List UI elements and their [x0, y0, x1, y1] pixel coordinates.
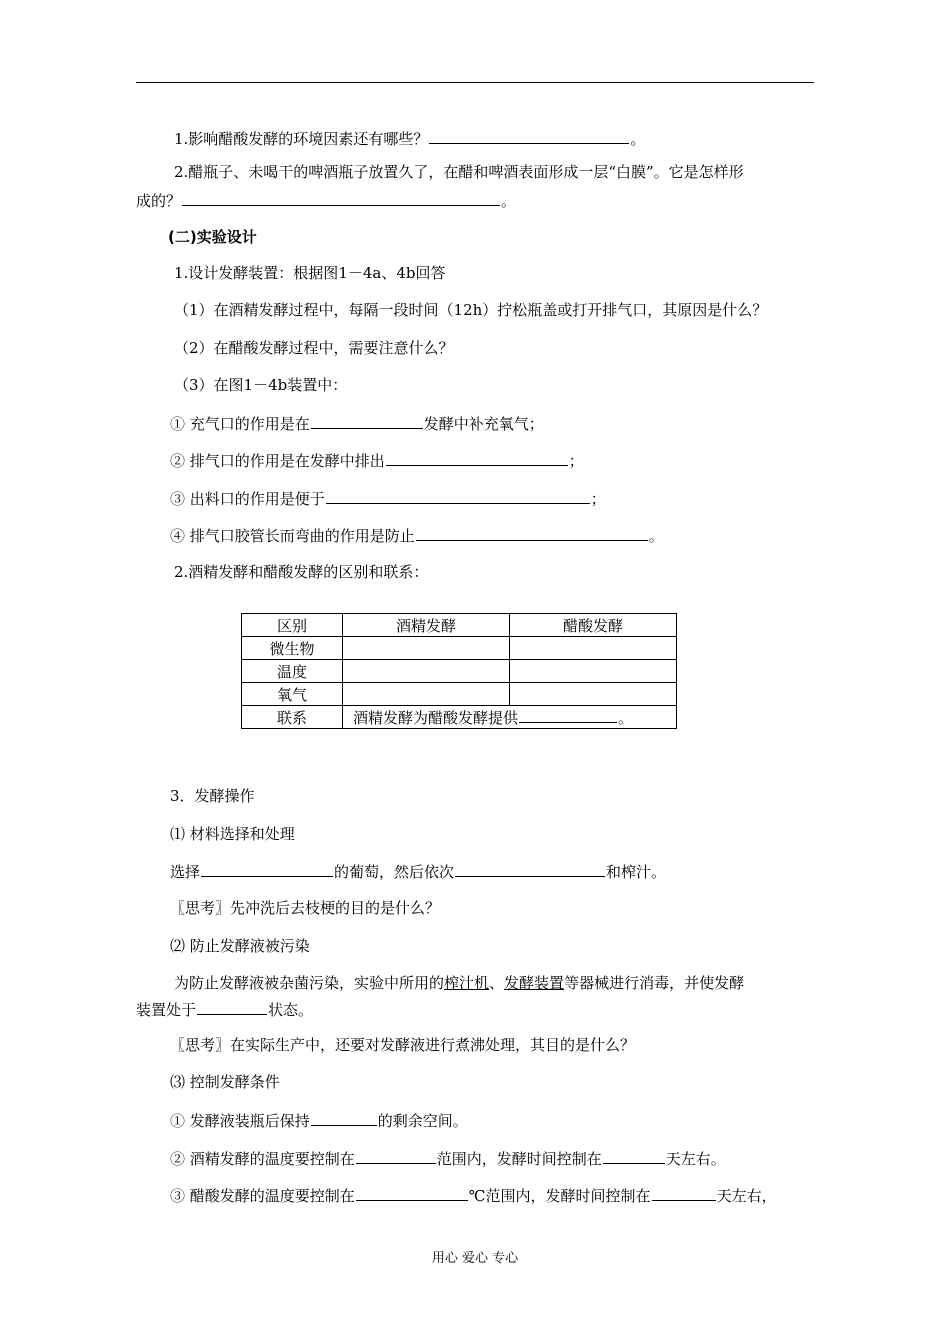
ops-paragraph-line2: 装置处于 状态。 [136, 1001, 314, 1019]
control-item-3: ③ 醋酸发酵的温度要控制在 ℃范围内，发酵时间控制在 天左右， [170, 1187, 777, 1205]
answer-blank[interactable] [197, 999, 267, 1015]
ops-paragraph-line1: 为防止发酵液被杂菌污染，实验中所用的榨汁机、发酵装置等器械进行消毒，并使发酵 [174, 974, 745, 992]
answer-blank[interactable] [455, 861, 605, 877]
table-row [242, 683, 677, 706]
answer-blank[interactable] [356, 1185, 468, 1201]
answer-blank[interactable] [386, 450, 568, 466]
table-row-link [242, 706, 677, 729]
control-item-1: ① 发酵液装瓶后保持 的剩余空间。 [170, 1112, 468, 1130]
answer-blank[interactable] [311, 413, 423, 429]
table-cell[interactable] [343, 660, 510, 683]
row-label: 氧气 [242, 683, 343, 706]
device-item-1: ① 充气口的作用是在 发酵中补充氧气； [170, 415, 544, 433]
design-item-2: 2.酒精发酵和醋酸发酵的区别和联系： [174, 563, 429, 581]
answer-blank[interactable] [356, 1148, 436, 1164]
comparison-table [241, 613, 677, 729]
question-1: 1.影响醋酸发酵的环境因素还有哪些？ 。 [174, 130, 646, 148]
answer-blank[interactable] [416, 525, 648, 541]
design-sub-3: （3）在图1－4b装置中： [174, 376, 348, 394]
ops-selection: 选择 的葡萄，然后依次 和榨汁。 [170, 863, 667, 881]
device-item-4: ④ 排气口胶管长而弯曲的作用是防止 。 [170, 527, 664, 545]
control-item-2: ② 酒精发酵的温度要控制在 范围内，发酵时间控制在 天左右。 [170, 1150, 726, 1168]
table-cell[interactable] [343, 637, 510, 660]
design-item-1: 1.设计发酵装置：根据图1－4a、4b回答 [174, 264, 446, 282]
question-2-line2: 成的？ 。 [136, 192, 517, 210]
row-label: 联系 [242, 706, 343, 729]
answer-blank[interactable] [311, 1110, 377, 1126]
table-header: 酒精发酵 [343, 614, 510, 637]
answer-blank[interactable] [519, 707, 617, 723]
question-2-line1: 2.醋瓶子、未喝干的啤酒瓶子放置久了，在醋和啤酒表面形成一层“白膜”。它是怎样形 [174, 163, 744, 181]
link-cell: 酒精发酵为醋酸发酵提供 。 [343, 706, 677, 729]
design-sub-2: （2）在醋酸发酵过程中，需要注意什么？ [174, 339, 454, 357]
answer-blank[interactable] [652, 1185, 716, 1201]
answer-blank[interactable] [201, 861, 333, 877]
answer-blank[interactable] [326, 488, 590, 504]
row-label: 温度 [242, 660, 343, 683]
ops-sub-2: ⑵ 防止发酵液被污染 [170, 937, 310, 955]
answer-blank[interactable] [429, 128, 629, 144]
section-title: (二)实验设计 [168, 228, 257, 246]
table-header: 醋酸发酵 [510, 614, 677, 637]
table-cell[interactable] [510, 683, 677, 706]
page-footer: 用心 爱心 专心 [431, 1251, 519, 1266]
think-1: 〖思考〗先冲洗后去枝梗的目的是什么？ [170, 899, 441, 917]
answer-blank[interactable] [182, 190, 500, 206]
think-2: 〖思考〗在实际生产中，还要对发酵液进行煮沸处理，其目的是什么？ [170, 1036, 636, 1054]
table-row [242, 660, 677, 683]
device-item-3: ③ 出料口的作用是便于 ； [170, 490, 606, 508]
ops-sub-3: ⑶ 控制发酵条件 [170, 1073, 280, 1091]
device-item-2: ② 排气口的作用是在发酵中排出 ； [170, 452, 584, 470]
table-row [242, 637, 677, 660]
table-header: 区别 [242, 614, 343, 637]
header-rule [136, 82, 814, 83]
table-cell[interactable] [510, 637, 677, 660]
table-header-row [242, 614, 677, 637]
row-label: 微生物 [242, 637, 343, 660]
table-cell[interactable] [510, 660, 677, 683]
design-sub-1: （1）在酒精发酵过程中，每隔一段时间（12h）拧松瓶盖或打开排气口，其原因是什么？ [174, 301, 768, 319]
ops-sub-1: ⑴ 材料选择和处理 [170, 825, 295, 843]
table-cell[interactable] [343, 683, 510, 706]
answer-blank[interactable] [603, 1148, 665, 1164]
ops-title: 3．发酵操作 [170, 787, 255, 805]
